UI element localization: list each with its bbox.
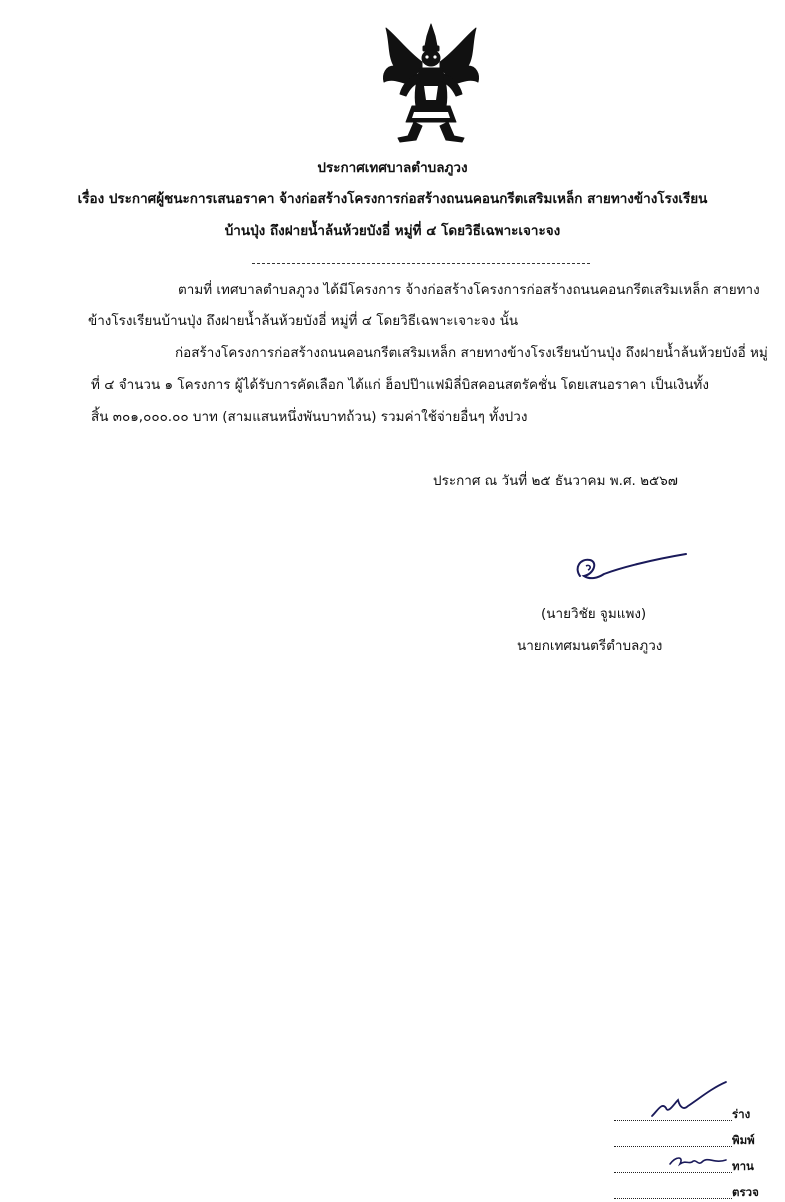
- signatory-position: นายกเทศมนตรีตำบลภูวง: [517, 638, 663, 654]
- draft-initials-icon: [648, 1080, 728, 1124]
- footer-reviewed-row: [614, 1160, 785, 1176]
- announcement-date: ประกาศ ณ วันที่ ๒๕ ธันวาคม พ.ศ. ๒๕๖๗: [433, 473, 678, 489]
- subject-line-2: บ้านปุ่ง ถึงฝายน้ำล้นห้วยบังอี่ หมู่ที่ ๔ โดยวิธีเฉพาะเจาะจง: [224, 223, 561, 239]
- subject-line-1: เรื่อง ประกาศผู้ชนะการเสนอราคา จ้างก่อสร้างโครงการก่อสร้างถนนคอนกรีตเสริมเหล็ก สายทางข้างโรงเรียน: [77, 191, 708, 207]
- reviewed-initials-icon: [668, 1150, 728, 1172]
- divider: [252, 263, 590, 264]
- footer-typed-row: [614, 1134, 785, 1150]
- draft-dotted-line: [614, 1120, 732, 1121]
- draft-label: ร่าง: [732, 1107, 751, 1121]
- typed-dotted-line: [614, 1146, 732, 1147]
- typed-label: พิมพ์: [732, 1133, 755, 1147]
- checked-label: ตรวจ: [732, 1185, 759, 1199]
- paragraph-2-line-1: ก่อสร้างโครงการก่อสร้างถนนคอนกรีตเสริมเหล็ก สายทางข้างโรงเรียนบ้านปุ่ง ถึงฝายน้ำล้นห้วยบังอี่ หมู่: [175, 345, 768, 361]
- paragraph-1-line-1: ตามที่ เทศบาลตำบลภูวง ได้มีโครงการ จ้างก่อสร้างโครงการก่อสร้างถนนคอนกรีตเสริมเหล็ก สายทาง: [178, 282, 760, 298]
- paragraph-1-line-2: ข้างโรงเรียนบ้านปุ่ง ถึงฝายน้ำล้นห้วยบังอี่ หมู่ที่ ๔ โดยวิธีเฉพาะเจาะจง นั้น: [88, 313, 519, 329]
- garuda-emblem-icon: [378, 22, 484, 144]
- reviewed-label: ทาน: [732, 1159, 754, 1173]
- reviewed-dotted-line: [614, 1172, 732, 1173]
- office-title: ประกาศเทศบาลตำบลภูวง: [317, 160, 468, 176]
- checked-dotted-line: [614, 1198, 732, 1199]
- signatory-name: (นายวิชัย จูมแพง): [541, 606, 647, 622]
- paragraph-2-line-3: สิ้น ๓๐๑,๐๐๐.๐๐ บาท (สามแสนหนึ่งพันบาทถ้วน) รวมค่าใช้จ่ายอื่นๆ ทั้งปวง: [91, 409, 528, 425]
- paragraph-2-line-2: ที่ ๔ จำนวน ๑ โครงการ ผู้ได้รับการคัดเลือก ได้แก่ ฮ็อปป๊าแฟมิลี่บิสคอนสตรัคชั่น โดยเสนอราคา เป็นเงินทั้ง: [91, 377, 709, 393]
- footer-draft-row: [614, 1108, 785, 1124]
- mayor-signature-icon: [570, 548, 690, 590]
